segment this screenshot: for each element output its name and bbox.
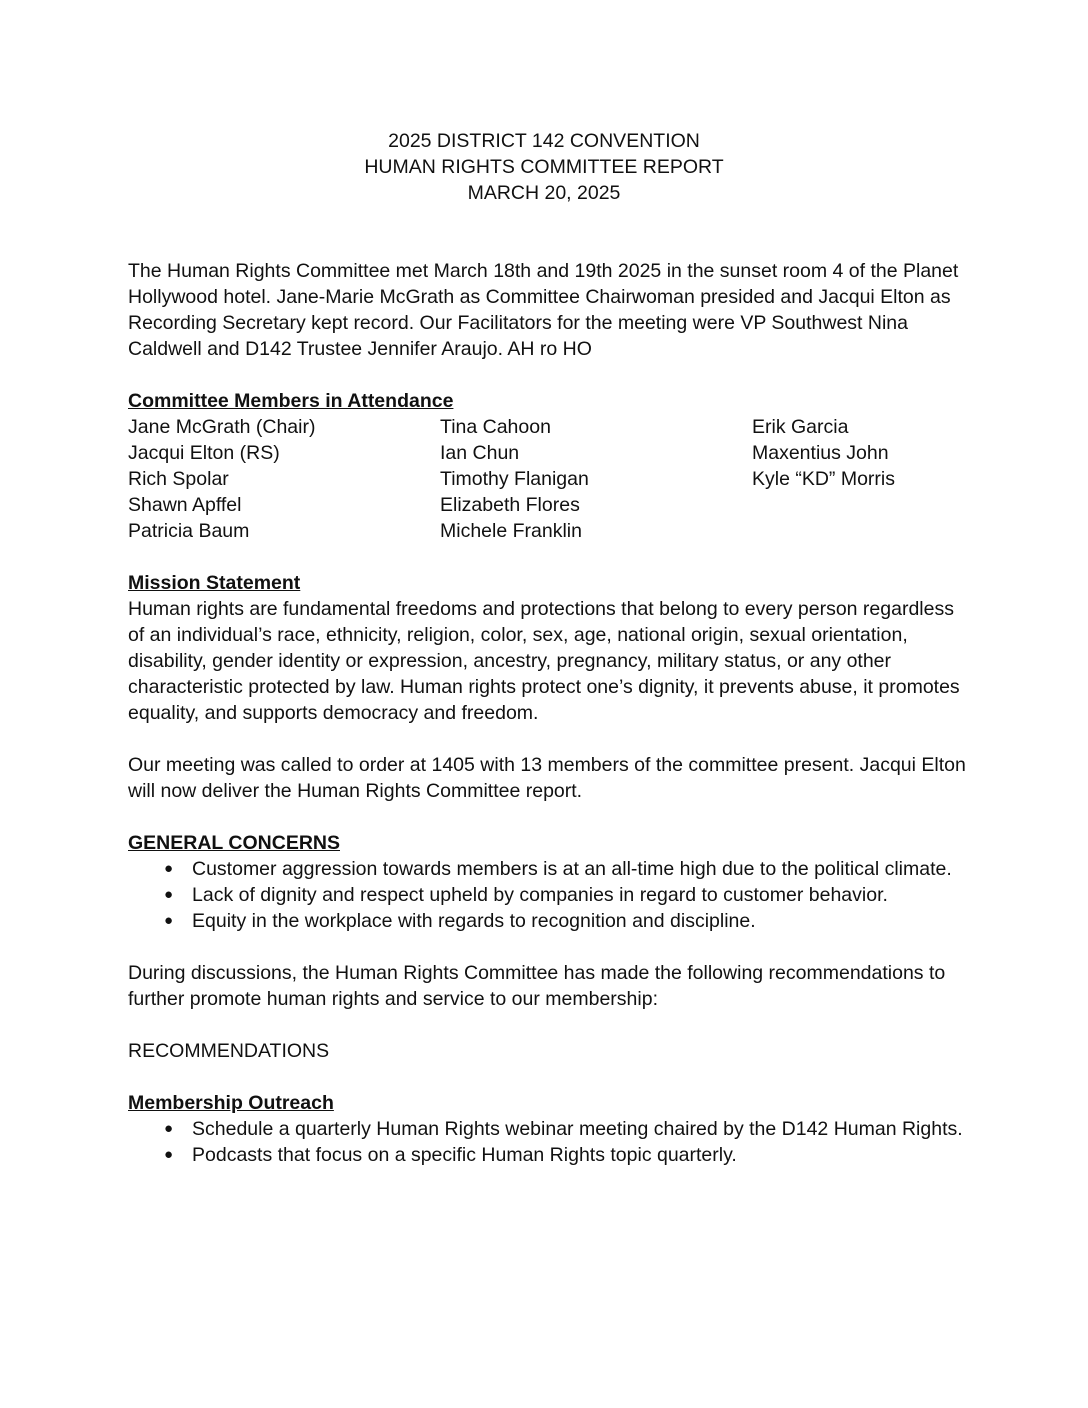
bullet-icon: ● [164,1120,174,1137]
list-item-text: Equity in the workplace with regards to recognition and discipline. [192,910,756,932]
list-item [128,908,968,934]
concerns-list [128,856,968,934]
list-item-text: Schedule a quarterly Human Rights webinar meeting chaired by the D142 Human Rights. [192,1118,963,1140]
members-heading: Committee Members in Attendance [128,390,454,412]
members-list [128,414,968,544]
outreach-section [128,1090,968,1168]
recommendations-heading: RECOMMENDATIONS [128,1040,330,1062]
bullet-icon: ● [164,1146,174,1163]
header-date: MARCH 20, 2025 [467,182,621,204]
members-section [128,388,968,544]
member-name: Shawn Apffel [128,494,242,516]
concerns-section [128,830,968,934]
member-name: Patricia Baum [128,520,250,542]
member-name: Tina Cahoon [440,416,551,438]
member-name: Maxentius John [752,442,889,464]
list-item [128,856,968,882]
member-name: Erik Garcia [752,416,849,438]
list-item [128,882,968,908]
concerns-heading: GENERAL CONCERNS [128,832,340,854]
member-name: Elizabeth Flores [440,494,580,516]
member-name: Michele Franklin [440,520,582,542]
mission-paragraph: Human rights are fundamental freedoms and protections that belong to every person regardless of an individual’s race, ethnicity, religion, color, sex, age, national origin, sexual orientation, disability, gender identity or expression, ancestry, pregnancy, military status, or any other characteristic protected by law. Human rights protect one’s dignity, it prevents abuse, it promotes equality, and supports democracy and freedom. [128,598,960,724]
discussion-paragraph: During discussions, the Human Rights Committee has made the following recommendations to further promote human rights and service to our membership: [128,962,946,1010]
member-name: Kyle “KD” Morris [752,468,896,490]
member-name: Jacqui Elton (RS) [128,442,280,464]
header-convention-title: 2025 DISTRICT 142 CONVENTION [388,130,700,152]
outreach-list [128,1116,968,1168]
outreach-heading: Membership Outreach [128,1092,334,1114]
intro-paragraph: The Human Rights Committee met March 18th and 19th 2025 in the sunset room 4 of the Planet Hollywood hotel. Jane-Marie McGrath as Committee Chairwoman presided and Jacqui Elton as Recording Secretary kept record. Our Facilitators for the meeting were VP Southwest Nina Caldwell and D142 Trustee Jennifer Araujo. AH ro HO [128,260,959,360]
document-header [0,128,1088,206]
list-item [128,1142,968,1168]
member-name: Jane McGrath (Chair) [128,416,316,438]
list-item-text: Podcasts that focus on a specific Human Rights topic quarterly. [192,1144,737,1166]
list-item [128,1116,968,1142]
list-item-text: Customer aggression towards members is at an all-time high due to the political climate. [192,858,952,880]
header-report-title: HUMAN RIGHTS COMMITTEE REPORT [364,156,724,178]
bullet-icon: ● [164,912,174,929]
meeting-paragraph: Our meeting was called to order at 1405 with 13 members of the committee present. Jacqui Elton will now deliver the Human Rights Committee report. [128,754,966,802]
members-column-3 [752,414,968,544]
member-name: Ian Chun [440,442,520,464]
mission-section [128,570,968,726]
list-item-text: Lack of dignity and respect upheld by companies in regard to customer behavior. [192,884,888,906]
bullet-icon: ● [164,886,174,903]
member-name: Rich Spolar [128,468,229,490]
member-name: Timothy Flanigan [440,468,589,490]
mission-heading: Mission Statement [128,572,301,594]
members-column-1 [128,414,440,544]
members-column-2 [440,414,752,544]
document-body [128,258,968,1168]
bullet-icon: ● [164,860,174,877]
